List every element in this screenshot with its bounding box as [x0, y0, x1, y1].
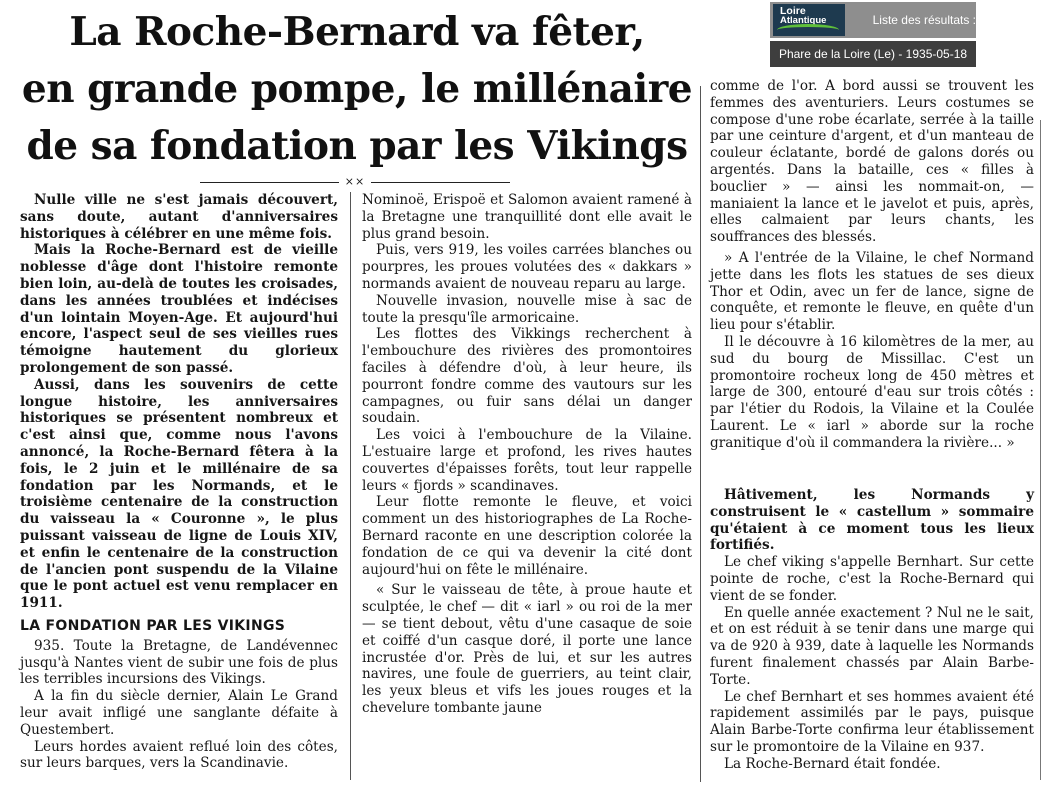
section-subhead: LA FONDATION PAR LES VIKINGS [20, 617, 286, 634]
rule-bar [200, 182, 339, 183]
paragraph: » A l'entrée de la Vilaine, le chef Normand jette dans les flots les statues de ses dieux Thor et Odin, avec un fer de lance, signe de conquête, et remonte le fleuve, en quête d'un lieu pour s'établir. [710, 249, 1034, 334]
results-list-link[interactable]: Liste des résultats : [872, 13, 976, 27]
headline-line: de sa fondation par les Vikings [26, 123, 688, 169]
archive-toolbar [770, 2, 976, 38]
title-ornament-rule [200, 177, 510, 187]
column-divider [350, 192, 351, 780]
paragraph: Leur flotte remonte le fleuve, et voici comment un des historiographes de La Roche-Bernard raconte en une description colorée la fondation de ce qui va devenir la cité dont aujourd'hui on fête le millénaire. [362, 494, 692, 578]
article-column-1 [20, 192, 338, 772]
paragraph: Nulle ville ne s'est jamais découvert, sans doute, autant d'anniversaires historiques à célébrer en une même fois. [20, 192, 338, 242]
paragraph: Il le découvre à 16 kilomètres de la mer, au sud du bourg de Missillac. C'est un promontoire rocheux long de 450 mètres et large de 300, entouré d'eau sur trois côtés : par l'étier du Rodois, la Vilaine et la Coulée Laurent. Le « iarl » aborde sur la roche granitique d'où il commandera la rivière... » [710, 333, 1034, 451]
paragraph: Leurs hordes avaient reflué loin des côtes, sur leurs barques, vers la Scandinavie. [20, 738, 338, 772]
paragraph: Nominoë, Erispoë et Salomon avaient ramené à la Bretagne une tranquillité dont elle avait le plus grand besoin. [362, 192, 692, 242]
paragraph: « Sur le vaisseau de tête, à proue haute et sculptée, le chef — dit « iarl » ou roi de la mer — se tient debout, vêtu d'une casaque de soie et coiffé d'un casque doré, il porte une lance incrustée d'or. Près de lui, et sur les autres navires, une foule de guerriers, au teint clair, les yeux bleus et vifs les joues rouges et la chevelure tombante jaune [362, 582, 692, 716]
clipping-edge [1040, 120, 1041, 780]
rule-bar [371, 182, 510, 183]
paragraph: 935. Toute la Bretagne, de Landévennec jusqu'à Nantes vient de subir une fois de plus les terribles incursions des Vikings. [20, 637, 338, 688]
paragraph: La Roche-Bernard était fondée. [724, 755, 941, 772]
paragraph: Mais la Roche-Bernard est de vieille noblesse d'âge dont l'histoire remonte bien loin, au-delà de toutes les croisades, dans les années troublées et indécises d'un lointain Moyen-Age. Et aujourd'hui encore, l'aspect seul de ses vieilles rues témoigne hautement du glorieux prolongement de son passé. [20, 242, 338, 376]
article-column-3-continued [710, 487, 1034, 773]
loire-atlantique-logo[interactable] [773, 4, 845, 36]
article-column-2 [362, 192, 692, 717]
paragraph: Les flottes des Vikkings recherchent à l'embouchure des rivières des promontoires faciles à défendre d'où, à leur heure, ils pourront fondre comme des vautours sur les campagnes, ou fuir sans délai un danger soudain. [362, 326, 692, 427]
headline-line: La Roche-Bernard va fêter, [69, 9, 645, 55]
paragraph: comme de l'or. A bord aussi se trouvent les femmes des aventuriers. Leurs costumes se compose d'une robe écarlate, serrée à la taille par une ceinture d'argent, et d'un manteau de couleur éclatante, bordé de galons dorés ou argentés. Dans la bataille, ces « filles à bouclier » — ainsi les nommait-on, — maniaient la lance et le javelot et puis, après, elles calmaient par leurs chants, les souffrances des blessés. [710, 78, 1034, 246]
ornament: ×× [344, 175, 366, 188]
paragraph: Aussi, dans les souvenirs de cette longue histoire, les anniversaires historiques se présentent nombreux et c'est ainsi que, comme nous l'avons annoncé, la Roche-Bernard fêtera à la fois, le 2 juin et le millénaire de sa fondation par les Normands, et le troisième centenaire de la construction du vaisseau la « Couronne », le plus puissant vaisseau de ligne de Louis XIV, et enfin le centenaire de la construction de l'ancien pont suspendu de la Vilaine que le pont actuel est venu remplacer en 1911. [20, 376, 338, 612]
paragraph: Les voici à l'embouchure de la Vilaine. L'estuaire large et profond, les rives hautes couvertes d'épaisses forêts, tout leur rappelle leurs « fjords » scandinaves. [362, 427, 692, 494]
source-reference[interactable]: Phare de la Loire (Le) - 1935-05-18 [770, 41, 976, 67]
paragraph: Le chef viking s'appelle Bernhart. Sur cette pointe de roche, c'est la Roche-Bernard qui vient de se fonder. [710, 554, 1034, 604]
paragraph: Le chef Bernhart et ses hommes avaient été rapidement assimilés par le pays, puisque Alain Barbe-Torte confirma leur établissement sur le promontoire de la Vilaine en 937. [710, 688, 1034, 755]
column-divider [700, 86, 701, 782]
paragraph: En quelle année exactement ? Nul ne le sait, et on est réduit à se tenir dans une marge qui va de 920 à 939, date à laquelle les Normands furent finalement chassés par Alain Barbe-Torte. [710, 604, 1034, 688]
logo-text: Atlantique [780, 15, 827, 26]
article-headline [18, 4, 696, 175]
paragraph: A la fin du siècle dernier, Alain Le Grand leur avait infligé une sanglante défaite à Questembert. [20, 688, 338, 738]
paragraph: Nouvelle invasion, nouvelle mise à sac de toute la presqu'île armoricaine. [362, 292, 692, 326]
article-column-3 [710, 78, 1034, 452]
headline-line: en grande pompe, le millénaire [21, 66, 693, 112]
paragraph: Hâtivement, les Normands y construisent le « castellum » sommaire qu'étaient à ce moment tous les lieux fortifiés. [710, 487, 1034, 554]
logo-text: Loire [780, 5, 806, 17]
logo-swoosh-icon [777, 24, 839, 36]
paragraph: Puis, vers 919, les voiles carrées blanches ou pourpres, les proues volutées des « dakkars » normands avaient de nouveau reparu au large. [362, 242, 692, 292]
